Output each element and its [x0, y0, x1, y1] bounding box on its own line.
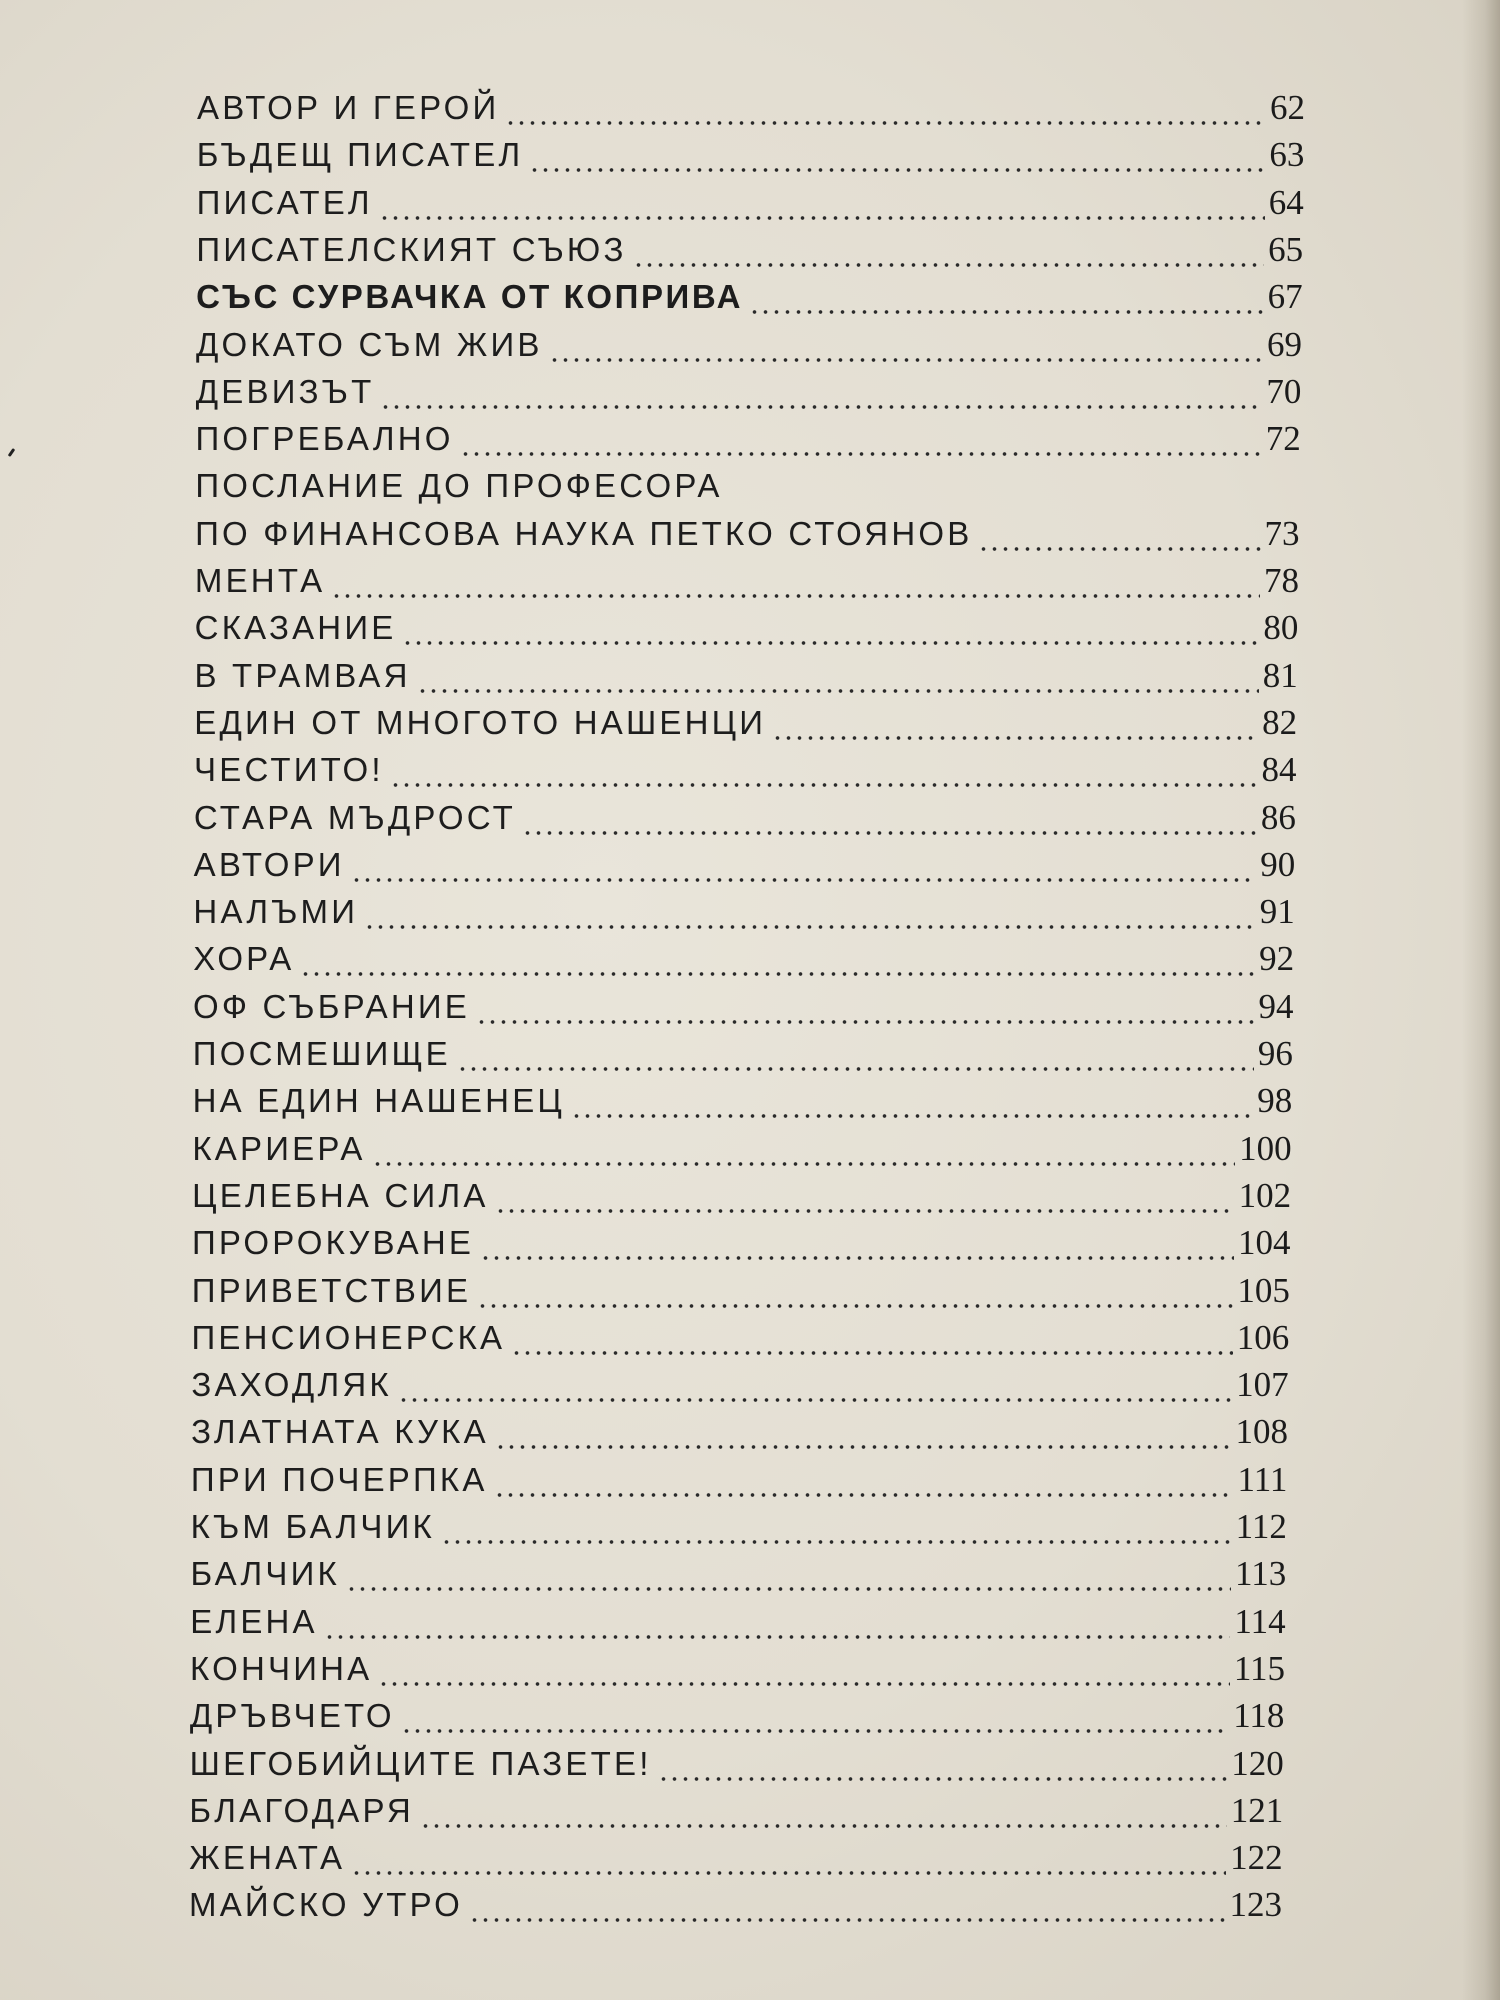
toc-entry-page-number: 102 — [1238, 1175, 1292, 1215]
toc-entry — [194, 843, 1296, 887]
toc-entry — [194, 701, 1297, 745]
toc-entry-page-number: 80 — [1263, 608, 1299, 648]
toc-entry-title: СЪС СУРВАЧКА ОТ КОПРИВА — [196, 278, 744, 316]
toc-entry-page-number: 122 — [1230, 1838, 1283, 1878]
toc-entry — [195, 464, 1300, 508]
toc-entry-page-number: 118 — [1233, 1696, 1285, 1736]
toc-entry-page-number: 96 — [1257, 1034, 1293, 1073]
toc-entry-title: ЖЕНАТА — [189, 1839, 346, 1877]
toc-entry-title: МАЙСКО УТРО — [189, 1886, 464, 1924]
toc-entry-leader-dots — [346, 1552, 1231, 1596]
toc-entry — [192, 1174, 1291, 1218]
toc-entry-title: ПРОРОКУВАНЕ — [191, 1224, 475, 1262]
toc-entry-page-number: 113 — [1235, 1554, 1287, 1594]
toc-entry-page-number: 114 — [1234, 1601, 1286, 1641]
toc-entry — [191, 1458, 1288, 1502]
toc-entry-leader-dots — [351, 1836, 1226, 1880]
toc-entry-leader-dots — [300, 937, 1255, 981]
toc-entry-leader-dots — [505, 86, 1266, 130]
toc-entry-leader-dots — [469, 1883, 1225, 1927]
toc-entry-page-number: 67 — [1267, 277, 1303, 317]
toc-entry-page-number: 108 — [1235, 1412, 1289, 1452]
toc-entry — [196, 323, 1302, 367]
toc-entry-title: ПОСЛАНИЕ ДО ПРОФЕСОРА — [195, 467, 723, 505]
toc-entry-leader-dots — [372, 1127, 1236, 1171]
toc-entry-leader-dots — [772, 701, 1258, 745]
toc-entry-leader-dots — [571, 1079, 1253, 1123]
toc-entry — [192, 1127, 1291, 1171]
toc-entry-leader-dots — [420, 1789, 1227, 1833]
toc-entry-page-number: 91 — [1259, 892, 1295, 932]
toc-entry-page-number: 78 — [1263, 561, 1299, 600]
toc-entry-title: ПО ФИНАНСОВА НАУКА ПЕТКО СТОЯНОВ — [195, 514, 973, 552]
toc-entry-page-number: 98 — [1257, 1081, 1293, 1121]
toc-entry-leader-dots — [324, 1600, 1231, 1644]
toc-entry-leader-dots — [417, 654, 1259, 698]
toc-entry-leader-dots — [380, 370, 1262, 414]
toc-entry — [193, 1032, 1293, 1076]
toc-entry-title: ПИСАТЕЛ — [196, 183, 373, 221]
toc-entry-leader-dots — [549, 323, 1263, 367]
toc-entry-title: ШЕГОБИЙЦИТЕ ПАЗЕТЕ! — [189, 1744, 652, 1782]
toc-entry-page-number: 100 — [1239, 1128, 1292, 1168]
toc-entry-title: ЕДИН ОТ МНОГОТО НАШЕНЦИ — [194, 703, 767, 741]
toc-entry-page-number: 82 — [1262, 702, 1298, 742]
toc-entry — [191, 1363, 1288, 1407]
toc-entry-leader-dots — [494, 1458, 1234, 1502]
toc-entry-leader-dots — [477, 1269, 1233, 1313]
toc-entry-leader-dots — [457, 1032, 1254, 1076]
toc-entry-leader-dots — [460, 417, 1262, 461]
toc-entry-page-number: 92 — [1259, 939, 1295, 979]
toc-entry-page-number: 90 — [1260, 844, 1296, 884]
toc-entry-title: ЧЕСТИТО! — [194, 751, 384, 789]
toc-entry-title: СТАРА МЪДРОСТ — [193, 798, 517, 836]
toc-entry-title: КОНЧИНА — [190, 1649, 373, 1687]
toc-entry-title: КЪМ БАЛЧИК — [190, 1508, 435, 1545]
toc-entry-title: ПОГРЕБАЛНО — [195, 420, 454, 458]
toc-entry — [189, 1883, 1282, 1927]
toc-entry — [189, 1789, 1283, 1833]
toc-entry-title: ПРИ ПОЧЕРПКА — [190, 1460, 488, 1498]
toc-entry-leader-dots — [978, 512, 1260, 556]
toc-entry-title: ЗЛАТНАТА КУКА — [191, 1413, 489, 1451]
toc-entry-title: ПОСМЕШИЩЕ — [192, 1035, 451, 1072]
toc-entry-leader-dots — [351, 843, 1257, 887]
toc-entry-page-number: 69 — [1266, 324, 1302, 364]
toc-entry-page-number: 73 — [1264, 513, 1300, 553]
toc-entry — [196, 370, 1302, 414]
toc-entry-title: БЪДЕЩ ПИСАТЕЛ — [196, 136, 524, 174]
toc-entry-page-number: 65 — [1268, 229, 1304, 269]
toc-entry-page-number: 86 — [1260, 797, 1296, 837]
toc-entry-page-number: 115 — [1233, 1648, 1286, 1688]
toc-entry — [197, 86, 1305, 130]
toc-entry-page-number: 111 — [1237, 1459, 1288, 1499]
toc-entry-title: ХОРА — [193, 940, 295, 978]
toc-entry-leader-dots — [495, 1174, 1235, 1218]
toc-entry-page-number: 104 — [1237, 1223, 1291, 1263]
toc-entry-leader-dots — [511, 1316, 1233, 1360]
toc-entry-leader-dots — [495, 1410, 1232, 1454]
toc-entry-page-number: 123 — [1229, 1885, 1282, 1925]
toc-entry-leader-dots — [390, 748, 1258, 792]
toc-entry — [193, 1079, 1293, 1123]
toc-entry-leader-dots — [398, 1363, 1232, 1407]
toc-entry-title: ЦЕЛЕБНА СИЛА — [192, 1176, 489, 1214]
toc-entry-leader-dots — [749, 275, 1263, 319]
toc-entry — [194, 748, 1296, 792]
toc-entry — [190, 1552, 1286, 1596]
toc-entry-title: НАЛЪМИ — [193, 893, 359, 931]
toc-entry-title: В ТРАМВАЯ — [194, 656, 411, 694]
toc-entry-title: АВТОРИ — [193, 845, 345, 883]
toc-entry-leader-dots — [476, 985, 1255, 1029]
toc-entry-leader-dots — [402, 606, 1259, 650]
toc-entry-leader-dots — [378, 1647, 1229, 1691]
toc-entry — [194, 654, 1297, 698]
toc-entry-title: ПИСАТЕЛСКИЯТ СЪЮЗ — [196, 230, 627, 268]
toc-entry-title: МЕНТА — [194, 562, 326, 599]
toc-entry — [192, 1269, 1290, 1313]
toc-entry — [193, 985, 1294, 1029]
toc-entry — [193, 890, 1294, 934]
toc-entry-leader-dots — [364, 890, 1256, 934]
toc-entry-page-number: 72 — [1265, 419, 1301, 459]
toc-entry-page-number: 84 — [1261, 750, 1297, 790]
toc-entry-leader-dots — [658, 1742, 1228, 1786]
toc-entry-page-number: 81 — [1262, 655, 1298, 695]
toc-entry-page-number: 94 — [1258, 986, 1294, 1026]
toc-entry-page-number: 64 — [1268, 182, 1304, 222]
toc-entry — [192, 1316, 1290, 1360]
toc-entry — [191, 1410, 1288, 1454]
toc-entry — [196, 228, 1303, 272]
toc-entry — [191, 1505, 1287, 1549]
toc-entry-page-number: 70 — [1266, 371, 1302, 411]
toc-entry-title: НА ЕДИН НАШЕНЕЦ — [192, 1082, 566, 1120]
toc-entry-page-number: 62 — [1270, 88, 1305, 127]
toc-entry-leader-dots — [331, 559, 1260, 603]
toc-entry-title: КАРИЕРА — [192, 1129, 366, 1167]
toc-entry-title: БЛАГОДАРЯ — [189, 1791, 414, 1829]
toc-entry-leader-dots — [633, 228, 1265, 272]
toc-entry — [197, 181, 1304, 225]
toc-entry-title: ПЕНСИОНЕРСКА — [191, 1318, 506, 1356]
toc-entry-page-number: 63 — [1269, 135, 1305, 175]
toc-entry-leader-dots — [529, 133, 1265, 177]
toc-entry — [197, 133, 1305, 177]
toc-entry — [195, 559, 1299, 603]
toc-entry — [196, 275, 1302, 319]
toc-entry-title: БАЛЧИК — [190, 1555, 340, 1593]
toc-entry — [195, 606, 1299, 650]
toc-entry-page-number: 105 — [1237, 1270, 1290, 1310]
toc-entry-leader-dots — [522, 796, 1257, 840]
toc-entry-title: ОФ СЪБРАНИЕ — [193, 987, 470, 1025]
toc-entry-page-number: 120 — [1231, 1743, 1284, 1783]
toc-entry — [190, 1694, 1285, 1738]
toc-entry — [193, 937, 1294, 981]
toc-entry-leader-dots — [480, 1221, 1234, 1265]
toc-entry — [192, 1221, 1291, 1265]
toc-entry-title: СКАЗАНИЕ — [194, 609, 397, 647]
toc-entry-page-number: 121 — [1230, 1790, 1284, 1830]
toc-entry-title: АВТОР И ГЕРОЙ — [197, 89, 500, 126]
toc-entry — [195, 512, 1299, 556]
toc-entry-leader-dots — [379, 181, 1265, 225]
toc-entry-title: ДОКАТО СЪМ ЖИВ — [195, 325, 543, 363]
toc-entry — [189, 1836, 1282, 1880]
toc-entry-page-number: 107 — [1236, 1365, 1289, 1405]
toc-entry — [190, 1600, 1285, 1644]
toc-entry-page-number: 112 — [1235, 1507, 1287, 1546]
toc-entry-title: ЕЛЕНА — [190, 1602, 318, 1640]
toc-entry-title: ДРЪВЧЕТО — [189, 1697, 395, 1735]
toc-entry-leader-dots — [401, 1694, 1229, 1738]
toc-entry — [190, 1742, 1284, 1786]
toc-entry — [190, 1647, 1285, 1691]
toc-entry — [196, 417, 1301, 461]
toc-entry-title: ЗАХОДЛЯК — [191, 1366, 392, 1404]
toc-entry-leader-dots — [441, 1505, 1232, 1549]
toc-entry-title: ДЕВИЗЪТ — [195, 372, 375, 410]
toc-entry-title: ПРИВЕТСТВИЕ — [191, 1271, 472, 1309]
toc-entry — [194, 796, 1296, 840]
toc-entry-page-number: 106 — [1236, 1317, 1290, 1357]
